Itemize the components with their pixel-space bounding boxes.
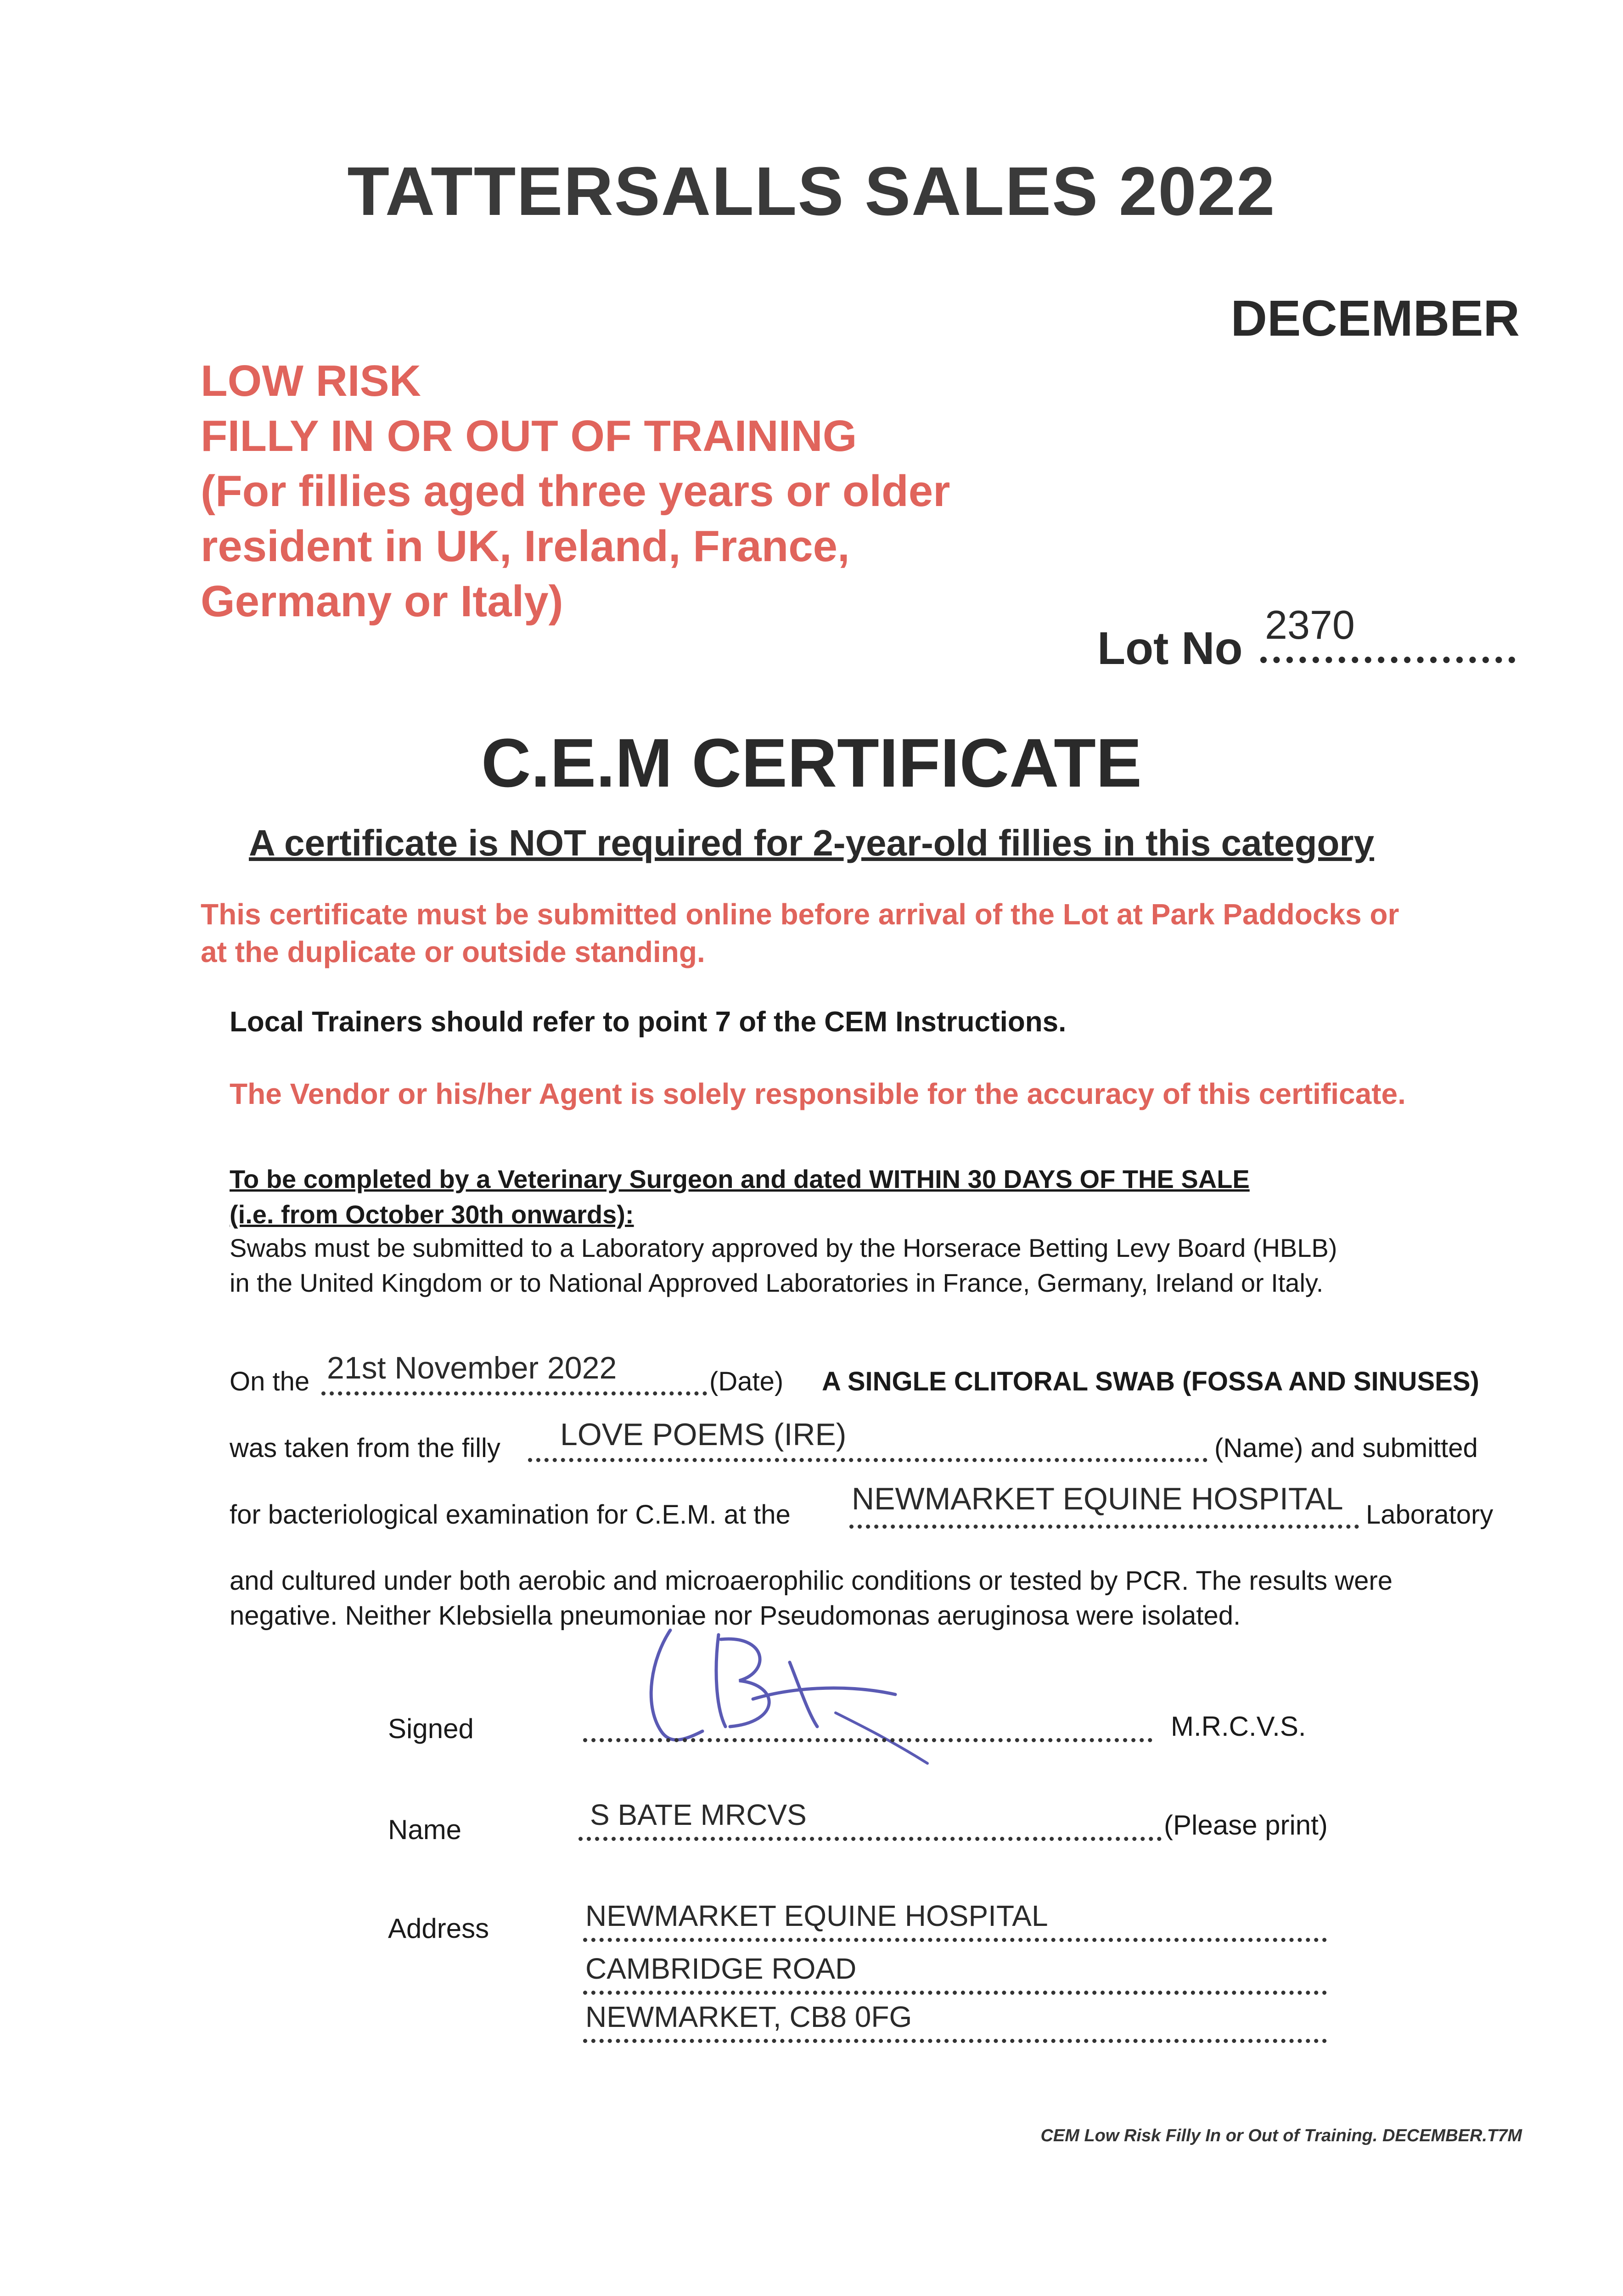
address-line: CAMBRIDGE ROAD — [585, 1952, 857, 1985]
laboratory-name: NEWMARKET EQUINE HOSPITAL — [852, 1481, 1343, 1516]
laboratory-dotted-line — [849, 1525, 1359, 1529]
address-dotted-line — [583, 1938, 1327, 1942]
signed-label: Signed — [388, 1713, 474, 1744]
vet-instructions-line: Swabs must be submitted to a Laboratory approved by the Horserace Betting Levy Board (HBLB) — [230, 1233, 1337, 1262]
date-dotted-line — [321, 1391, 707, 1396]
address-line: NEWMARKET EQUINE HOSPITAL — [585, 1899, 1048, 1932]
name-label: Name — [388, 1814, 462, 1845]
vet-instructions-line: in the United Kingdom or to National Approved Laboratories in France, Germany, Ireland or Italy. — [230, 1268, 1324, 1297]
vet-name: S BATE MRCVS — [590, 1798, 807, 1831]
category-block — [201, 354, 1119, 629]
name-dotted-line — [578, 1837, 1162, 1841]
signature-dotted-line — [583, 1738, 1152, 1742]
lot-dotted-line — [1260, 657, 1515, 663]
please-print-note: (Please print) — [1164, 1810, 1328, 1840]
results-line: and cultured under both aerobic and microaerophilic conditions or tested by PCR. The results were — [230, 1566, 1393, 1596]
page-title: TATTERSALLS SALES 2022 — [347, 152, 1276, 230]
filly-name: LOVE POEMS (IRE) — [560, 1417, 847, 1452]
lot-number: 2370 — [1265, 602, 1355, 647]
address-dotted-line — [583, 1991, 1327, 1995]
not-required-notice: A certificate is NOT required for 2-year-old fillies in this category — [248, 822, 1374, 863]
vet-instructions — [230, 1231, 1337, 1300]
vendor-responsibility-note: The Vendor or his/her Agent is solely responsible for the accuracy of this certificate. — [230, 1077, 1406, 1110]
taken-from-label: was taken from the filly — [230, 1433, 500, 1463]
category-line: resident in UK, Ireland, France, — [201, 522, 850, 571]
name-suffix: (Name) and submitted — [1214, 1433, 1478, 1463]
laboratory-suffix: Laboratory — [1366, 1500, 1494, 1530]
sale-month: DECEMBER — [1230, 290, 1520, 347]
submit-notice — [201, 895, 1532, 971]
lot-label: Lot No — [1097, 623, 1243, 674]
submit-notice-line: at the duplicate or outside standing. — [201, 935, 705, 968]
results-line: negative. Neither Klebsiella pneumoniae nor Pseudomonas aeruginosa were isolated. — [230, 1601, 1241, 1631]
local-trainers-note: Local Trainers should refer to point 7 of the CEM Instructions. — [230, 1006, 1067, 1038]
address-line: NEWMARKET, CB8 0FG — [585, 2000, 912, 2033]
date-suffix: (Date) — [709, 1367, 784, 1396]
on-the-label: On the — [230, 1367, 310, 1396]
category-line: Germany or Italy) — [201, 577, 563, 626]
category-line: (For fillies aged three years or older — [201, 467, 950, 516]
vet-heading: To be completed by a Veterinary Surgeon and dated WITHIN 30 DAYS OF THE SALE — [230, 1165, 1250, 1193]
swab-date: 21st November 2022 — [327, 1351, 617, 1385]
submit-notice-line: This certificate must be submitted online before arrival of the Lot at Park Paddocks or — [201, 898, 1399, 931]
swab-description: A SINGLE CLITORAL SWAB (FOSSA AND SINUSES) — [822, 1367, 1479, 1396]
filly-dotted-line — [528, 1458, 1207, 1462]
category-line: LOW RISK — [201, 356, 421, 405]
mrcvs-suffix: M.R.C.V.S. — [1171, 1711, 1306, 1742]
address-label: Address — [388, 1913, 489, 1944]
form-code-footer: CEM Low Risk Filly In or Out of Training. DECEMBER.T7M — [1040, 2126, 1522, 2145]
category-line: FILLY IN OR OUT OF TRAINING — [201, 411, 857, 461]
vet-signature — [634, 1607, 964, 1782]
address-dotted-line — [583, 2039, 1327, 2043]
exam-prefix: for bacteriological examination for C.E.M. at the — [230, 1500, 791, 1530]
certificate-title: C.E.M CERTIFICATE — [481, 724, 1142, 801]
vet-heading-date: (i.e. from October 30th onwards): — [230, 1200, 634, 1229]
